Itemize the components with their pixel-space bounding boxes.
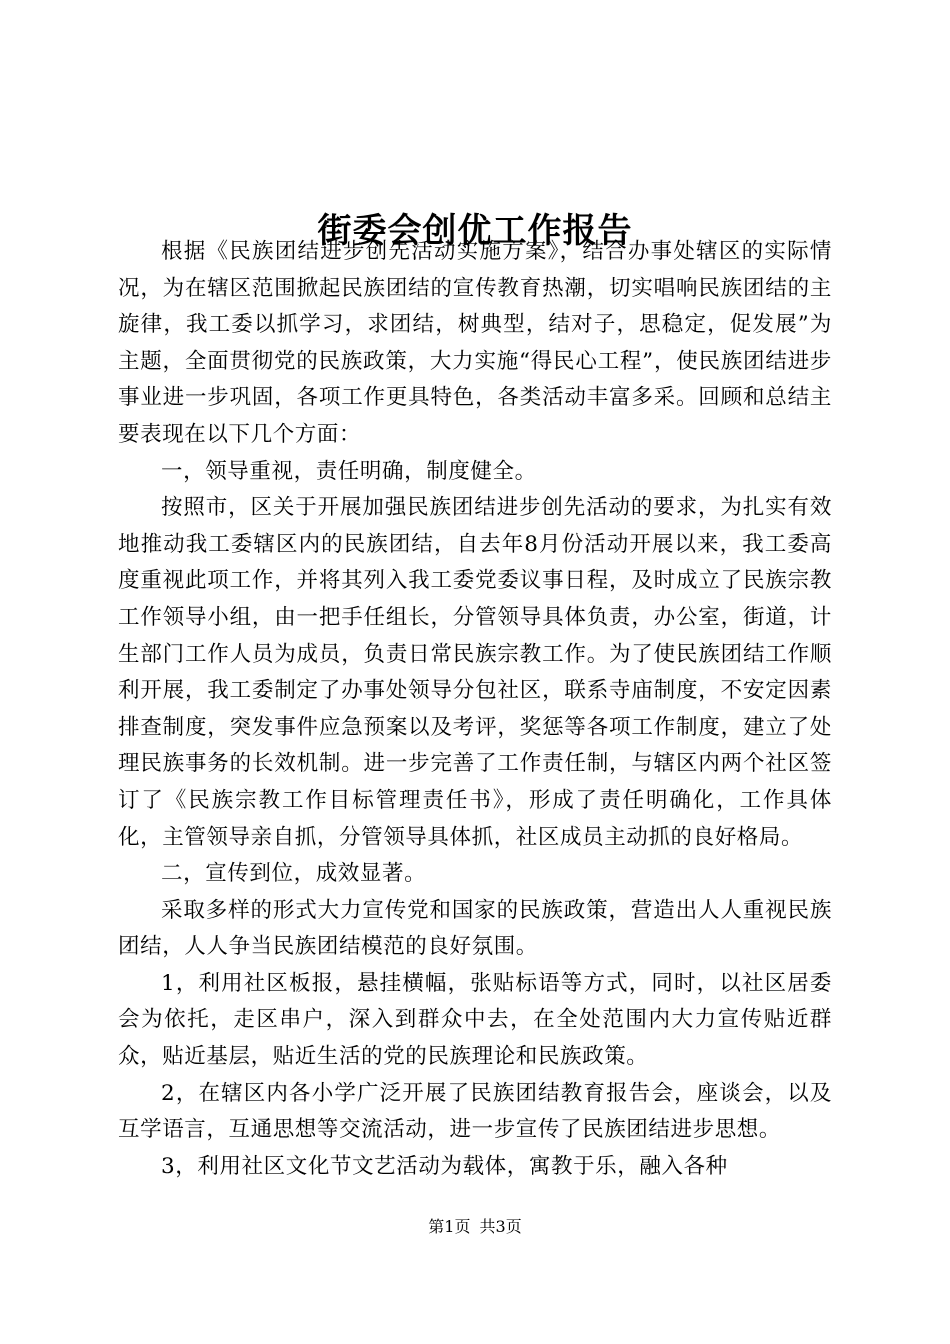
document-body: [118, 234, 832, 1185]
list-item-3: 3，利用社区文化节文艺活动为载体，寓教于乐，融入各种: [161, 1153, 728, 1179]
page-footer: [0, 1216, 950, 1238]
list-item-2: 2，在辖区内各小学广泛开展了民族团结教育报告会，座谈会，以及互学语言，互通思想等交流活动，进一步宣传了民族团结进步思想。: [118, 1080, 832, 1143]
section-heading-2: 二，宣传到位，成效显著。: [161, 861, 427, 887]
list-item-1: 1，利用社区板报，悬挂横幅，张贴标语等方式，同时，以社区居委会为依托，走区串户，深入到群众中去，在全处范围内大力宣传贴近群众，贴近基层，贴近生活的党的民族理论和民族政策。: [118, 970, 832, 1070]
page-number: 第1页: [428, 1217, 471, 1236]
page-total: 共3页: [479, 1217, 522, 1236]
paragraph-intro: 根据《民族团结进步创先活动实施方案》，结合办事处辖区的实际情况，为在辖区范围掀起民族团结的宣传教育热潮，切实唱响民族团结的主旋律，我工委以抓学习，求团结，树典型，结对子，思稳定，促发展”为主题，全面贯彻党的民族政策，大力实施“得民心工程”，使民族团结进步事业进一步巩固，各项工作更具特色，各类活动丰富多采。回顾和总结主要表现在以下几个方面：: [118, 239, 832, 447]
paragraph-section-2: 采取多样的形式大力宣传党和国家的民族政策，营造出人人重视民族团结，人人争当民族团结模范的良好氛围。: [118, 897, 832, 960]
document-title: 街委会创优工作报告: [317, 210, 633, 251]
section-heading-1: 一，领导重视，责任明确，制度健全。: [161, 458, 537, 484]
paragraph-section-1: 按照市，区关于开展加强民族团结进步创先活动的要求，为扎实有效地推动我工委辖区内的民族团结，自去年8月份活动开展以来，我工委高度重视此项工作，并将其列入我工委党委议事日程，及时成立了民族宗教工作领导小组，由一把手任组长，分管领导具体负责，办公室，街道，计生部门工作人员为成员，负责日常民族宗教工作。为了使民族团结工作顺利开展，我工委制定了办事处领导分包社区，联系寺庙制度，不安定因素排查制度，突发事件应急预案以及考评，奖惩等各项工作制度，建立了处理民族事务的长效机制。进一步完善了工作责任制，与辖区内两个社区签订了《民族宗教工作目标管理责任书》，形成了责任明确化，工作具体化，主管领导亲自抓，分管领导具体抓，社区成员主动抓的良好格局。: [118, 495, 832, 850]
